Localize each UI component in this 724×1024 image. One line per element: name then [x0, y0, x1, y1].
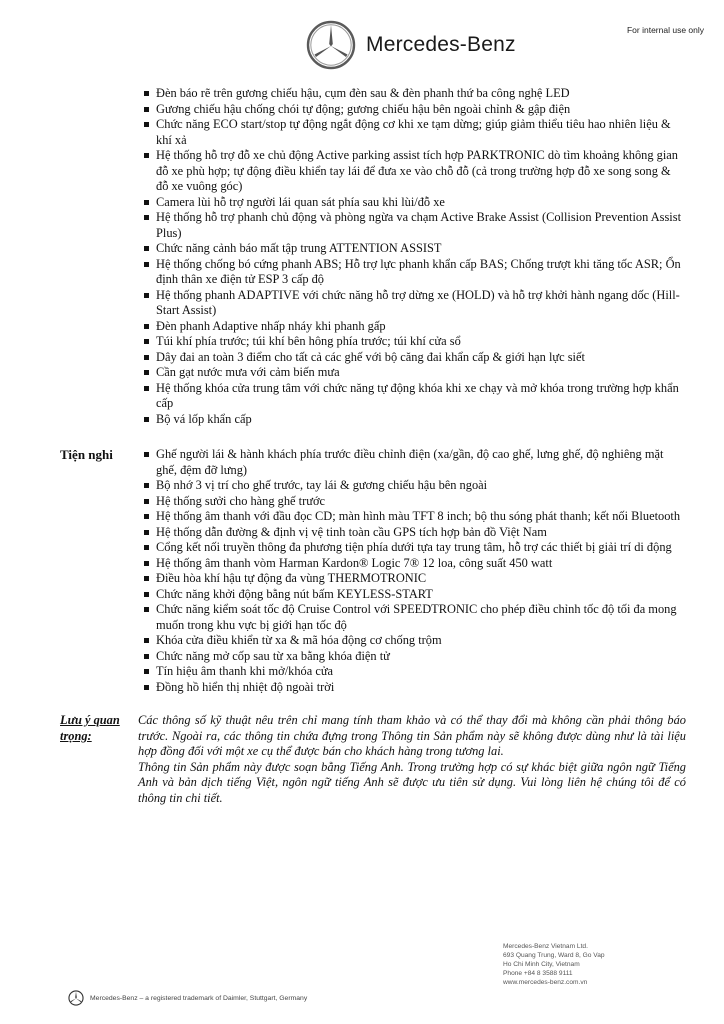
list-item: Đèn báo rẽ trên gương chiếu hậu, cụm đèn sau & đèn phanh thứ ba công nghệ LED [156, 86, 686, 102]
list-item: Túi khí phía trước; túi khí bên hông phía trước; túi khí cửa sổ [156, 334, 686, 350]
mercedes-star-small-icon [68, 990, 84, 1006]
list-item: Ghế người lái & hành khách phía trước điều chỉnh điện (xa/gần, độ cao ghế, lưng ghế, độ nghiêng mặt ghế, đệm đỡ lưng) [156, 447, 686, 478]
list-item: Hệ thống âm thanh vòm Harman Kardon® Logic 7® 12 loa, công suất 450 watt [156, 556, 686, 572]
list-item: Hệ thống chống bó cứng phanh ABS; Hỗ trợ lực phanh khẩn cấp BAS; Chống trượt khi tăng tốc ASR; Ổn định thân xe điện tử ESP 3 cấp độ [156, 257, 686, 288]
address-line: 693 Quang Trung, Ward 8, Go Vap [503, 952, 605, 959]
list-item: Gương chiếu hậu chống chói tự động; gương chiếu hậu bên ngoài chỉnh & gập điện [156, 102, 686, 118]
list-item: Camera lùi hỗ trợ người lái quan sát phía sau khi lùi/đỗ xe [156, 195, 686, 211]
brand-name: Mercedes-Benz [366, 33, 516, 56]
list-item: Chức năng cảnh báo mất tập trung ATTENTION ASSIST [156, 241, 686, 257]
internal-use-label: For internal use only [626, 25, 704, 35]
list-item: Bộ nhớ 3 vị trí cho ghế trước, tay lái & gương chiếu hậu bên ngoài [156, 478, 686, 494]
list-item: Chức năng kiểm soát tốc độ Cruise Control với SPEEDTRONIC cho phép điều chỉnh tốc độ tối đa mong muốn trong khu vực bị giới hạn tốc độ [156, 602, 686, 633]
address-line: Ho Chi Minh City, Vietnam [503, 961, 580, 968]
list-item: Tín hiệu âm thanh khi mở/khóa cửa [156, 664, 686, 680]
important-note-section [0, 713, 724, 806]
comfort-list [0, 447, 686, 695]
list-item: Hệ thống hỗ trợ đỗ xe chủ động Active parking assist tích hợp PARKTRONIC dò tìm khoảng không gian đỗ xe phù hợp; tự động điều khiển tay lái để đưa xe vào chỗ đỗ (cả trong trường hợp đỗ xe song song & đỗ xe vuông góc) [156, 148, 686, 195]
website-text: www.mercedes-benz.com.vn [503, 979, 588, 986]
list-item: Đồng hồ hiển thị nhiệt độ ngoài trời [156, 680, 686, 696]
note-paragraph: Thông tin Sản phẩm này được soạn bằng Tiếng Anh. Trong trường hợp có sự khác biệt giữa ngôn ngữ Tiếng Anh và bản dịch tiếng Việt, ngôn ngữ tiếng Anh sẽ được ưu tiên sử dụng. Vui lòng liên hệ chúng tôi để có thông tin chi tiết. [138, 759, 686, 805]
note-body [138, 713, 686, 806]
list-item: Chức năng khởi động bằng nút bấm KEYLESS-START [156, 587, 686, 603]
list-item: Hệ thống phanh ADAPTIVE với chức năng hỗ trợ dừng xe (HOLD) và hỗ trợ khởi hành ngang dốc (Hill-Start Assist) [156, 288, 686, 319]
safety-list [0, 86, 686, 427]
list-item: Cần gạt nước mưa với cảm biến mưa [156, 365, 686, 381]
list-item: Khóa cửa điều khiển từ xa & mã hóa động cơ chống trộm [156, 633, 686, 649]
list-item: Cổng kết nối truyền thông đa phương tiện phía dưới tựa tay trung tâm, hỗ trợ các thiết bị giải trí di động [156, 540, 686, 556]
footer [68, 990, 307, 1006]
address-line: Phone +84 8 3588 9111 [503, 970, 573, 977]
list-item: Chức năng ECO start/stop tự động ngắt động cơ khi xe tạm dừng; giúp giảm thiểu tiêu hao nhiên liệu & khí xả [156, 117, 686, 148]
comfort-section [0, 447, 724, 695]
safety-section [0, 86, 724, 427]
list-item: Chức năng mở cốp sau từ xa bằng khóa điện tử [156, 649, 686, 665]
comfort-heading: Tiện nghi [60, 447, 113, 462]
list-item: Bộ vá lốp khẩn cấp [156, 412, 686, 428]
spec-content [0, 86, 724, 806]
list-item: Hệ thống khóa cửa trung tâm với chức năng tự động khóa khi xe chạy và mở khóa trong trường hợp khẩn cấp [156, 381, 686, 412]
mercedes-star-icon [306, 20, 356, 70]
address-line: Mercedes-Benz Vietnam Ltd. [503, 943, 588, 950]
note-paragraph: Các thông số kỹ thuật nêu trên chỉ mang tính tham khảo và có thể thay đổi mà không cần phải thông báo trước. Ngoài ra, các thông tin chứa đựng trong Thông tin Sản phẩm này sẽ không được dùng như là tài liệu hợp đồng đối với một xe cụ thể được bán cho khách hàng trong tương lai. [138, 713, 686, 758]
list-item: Điều hòa khí hậu tự động đa vùng THERMOTRONIC [156, 571, 686, 587]
list-item: Hệ thống sưởi cho hàng ghế trước [156, 494, 686, 510]
list-item: Đèn phanh Adaptive nhấp nháy khi phanh gấp [156, 319, 686, 335]
list-item: Hệ thống âm thanh với đầu đọc CD; màn hình màu TFT 8 inch; bộ thu sóng phát thanh; kết nối Bluetooth [156, 509, 686, 525]
company-address [503, 942, 605, 987]
brand-header [306, 20, 516, 70]
note-heading: Lưu ý quan trọng: [60, 713, 120, 743]
list-item: Hệ thống hỗ trợ phanh chủ động và phòng ngừa va chạm Active Brake Assist (Collision Prevention Assist Plus) [156, 210, 686, 241]
list-item: Hệ thống dẫn đường & định vị vệ tinh toàn cầu GPS tích hợp bản đồ Việt Nam [156, 525, 686, 541]
trademark-text: Mercedes-Benz – a registered trademark of Daimler, Stuttgart, Germany [90, 994, 308, 1002]
list-item: Dây đai an toàn 3 điểm cho tất cả các ghế với bộ căng đai khẩn cấp & giới hạn lực siết [156, 350, 686, 366]
